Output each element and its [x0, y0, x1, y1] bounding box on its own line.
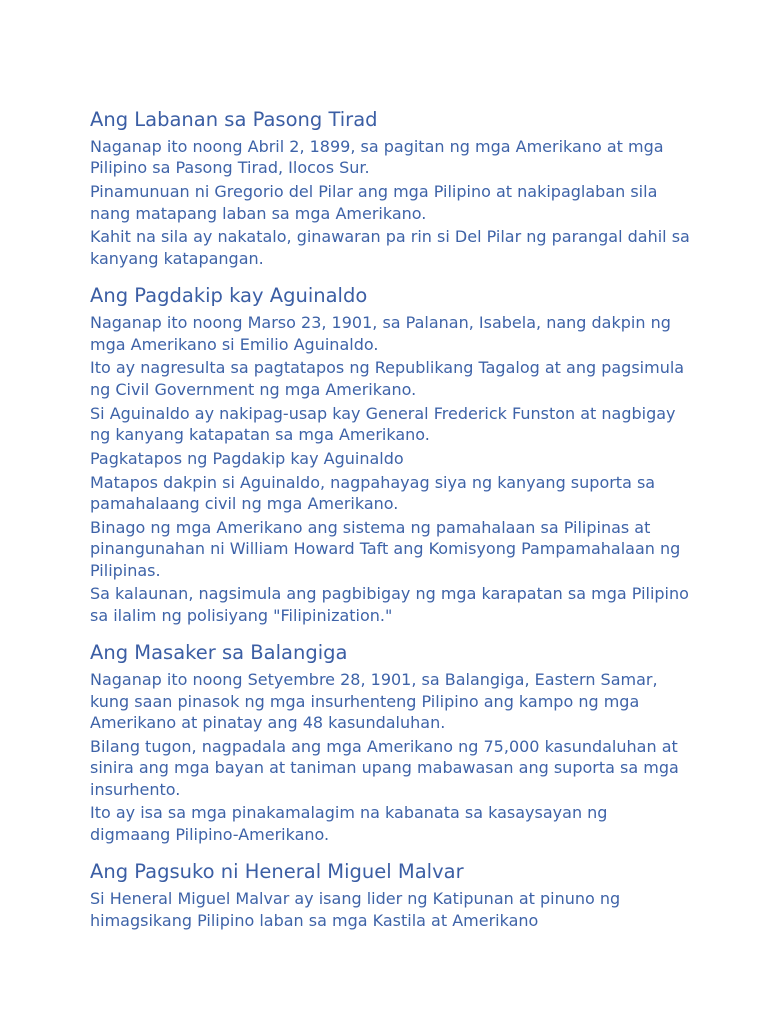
- section-heading: Ang Pagdakip kay Aguinaldo: [90, 284, 368, 308]
- section-pasong-tirad: [90, 107, 690, 269]
- paragraph: Bilang tugon, nagpadala ang mga Amerikano ng 75,000 kasundaluhan at sinira ang mga bayan at taniman upang mabawasan ang suporta sa mga insurhento.: [90, 736, 679, 799]
- paragraph: Matapos dakpin si Aguinaldo, nagpahayag siya ng kanyang suporta sa pamahalaang civil ng mga Amerikano.: [90, 472, 656, 514]
- section-heading: Ang Labanan sa Pasong Tirad: [90, 108, 378, 131]
- paragraph: Binago ng mga Amerikano ang sistema ng pamahalaan sa Pilipinas at pinangunahan ni William Howard Taft ang Komisyong Pampamahalaan ng Pilipinas.: [90, 517, 681, 580]
- paragraph: Si Heneral Miguel Malvar ay isang lider ng Katipunan at pinuno ng himagsikang Pilipino laban sa mga Kastila at Amerikano: [90, 889, 621, 930]
- section-heading: Ang Masaker sa Balangiga: [90, 641, 348, 665]
- paragraph: Ito ay isa sa mga pinakamalagim na kabanata sa kasaysayan ng digmaang Pilipino-Amerikano.: [90, 803, 608, 844]
- paragraph: Pinamunuan ni Gregorio del Pilar ang mga Pilipino at nakipaglaban sila nang matapang laban sa mga Amerikano.: [90, 182, 658, 223]
- section-heading: Ang Pagsuko ni Heneral Miguel Malvar: [90, 860, 464, 884]
- subheading-paragraph: Pagkatapos ng Pagdakip kay Aguinaldo: [90, 448, 404, 468]
- paragraph: Naganap ito noong Setyembre 28, 1901, sa Balangiga, Eastern Samar, kung saan pinasok ng mga insurhenteng Pilipino ang kampo ng mga Amerikano at pinatay ang 48 kasundaluhan.: [90, 670, 658, 733]
- document-page: [90, 107, 690, 945]
- section-pagsuko-malvar: [90, 859, 690, 931]
- section-masaker-balangiga: [90, 640, 690, 845]
- paragraph: Naganap ito noong Abril 2, 1899, sa pagitan ng mga Amerikano at mga Pilipino sa Pasong Tirad, Ilocos Sur.: [90, 137, 664, 178]
- paragraph: Sa kalaunan, nagsimula ang pagbibigay ng mga karapatan sa mga Pilipino sa ilalim ng polisiyang "Filipinization.": [90, 584, 689, 625]
- paragraph: Kahit na sila ay nakatalo, ginawaran pa rin si Del Pilar ng parangal dahil sa kanyang katapangan.: [90, 227, 690, 268]
- paragraph: Si Aguinaldo ay nakipag-usap kay General Frederick Funston at nagbigay ng kanyang katapatan sa mga Amerikano.: [90, 403, 676, 445]
- section-pagdakip-aguinaldo: [90, 283, 690, 626]
- paragraph: Ito ay nagresulta sa pagtatapos ng Republikang Tagalog at ang pagsimula ng Civil Government ng mga Amerikano.: [90, 358, 685, 399]
- paragraph: Naganap ito noong Marso 23, 1901, sa Palanan, Isabela, nang dakpin ng mga Amerikano si Emilio Aguinaldo.: [90, 313, 671, 354]
